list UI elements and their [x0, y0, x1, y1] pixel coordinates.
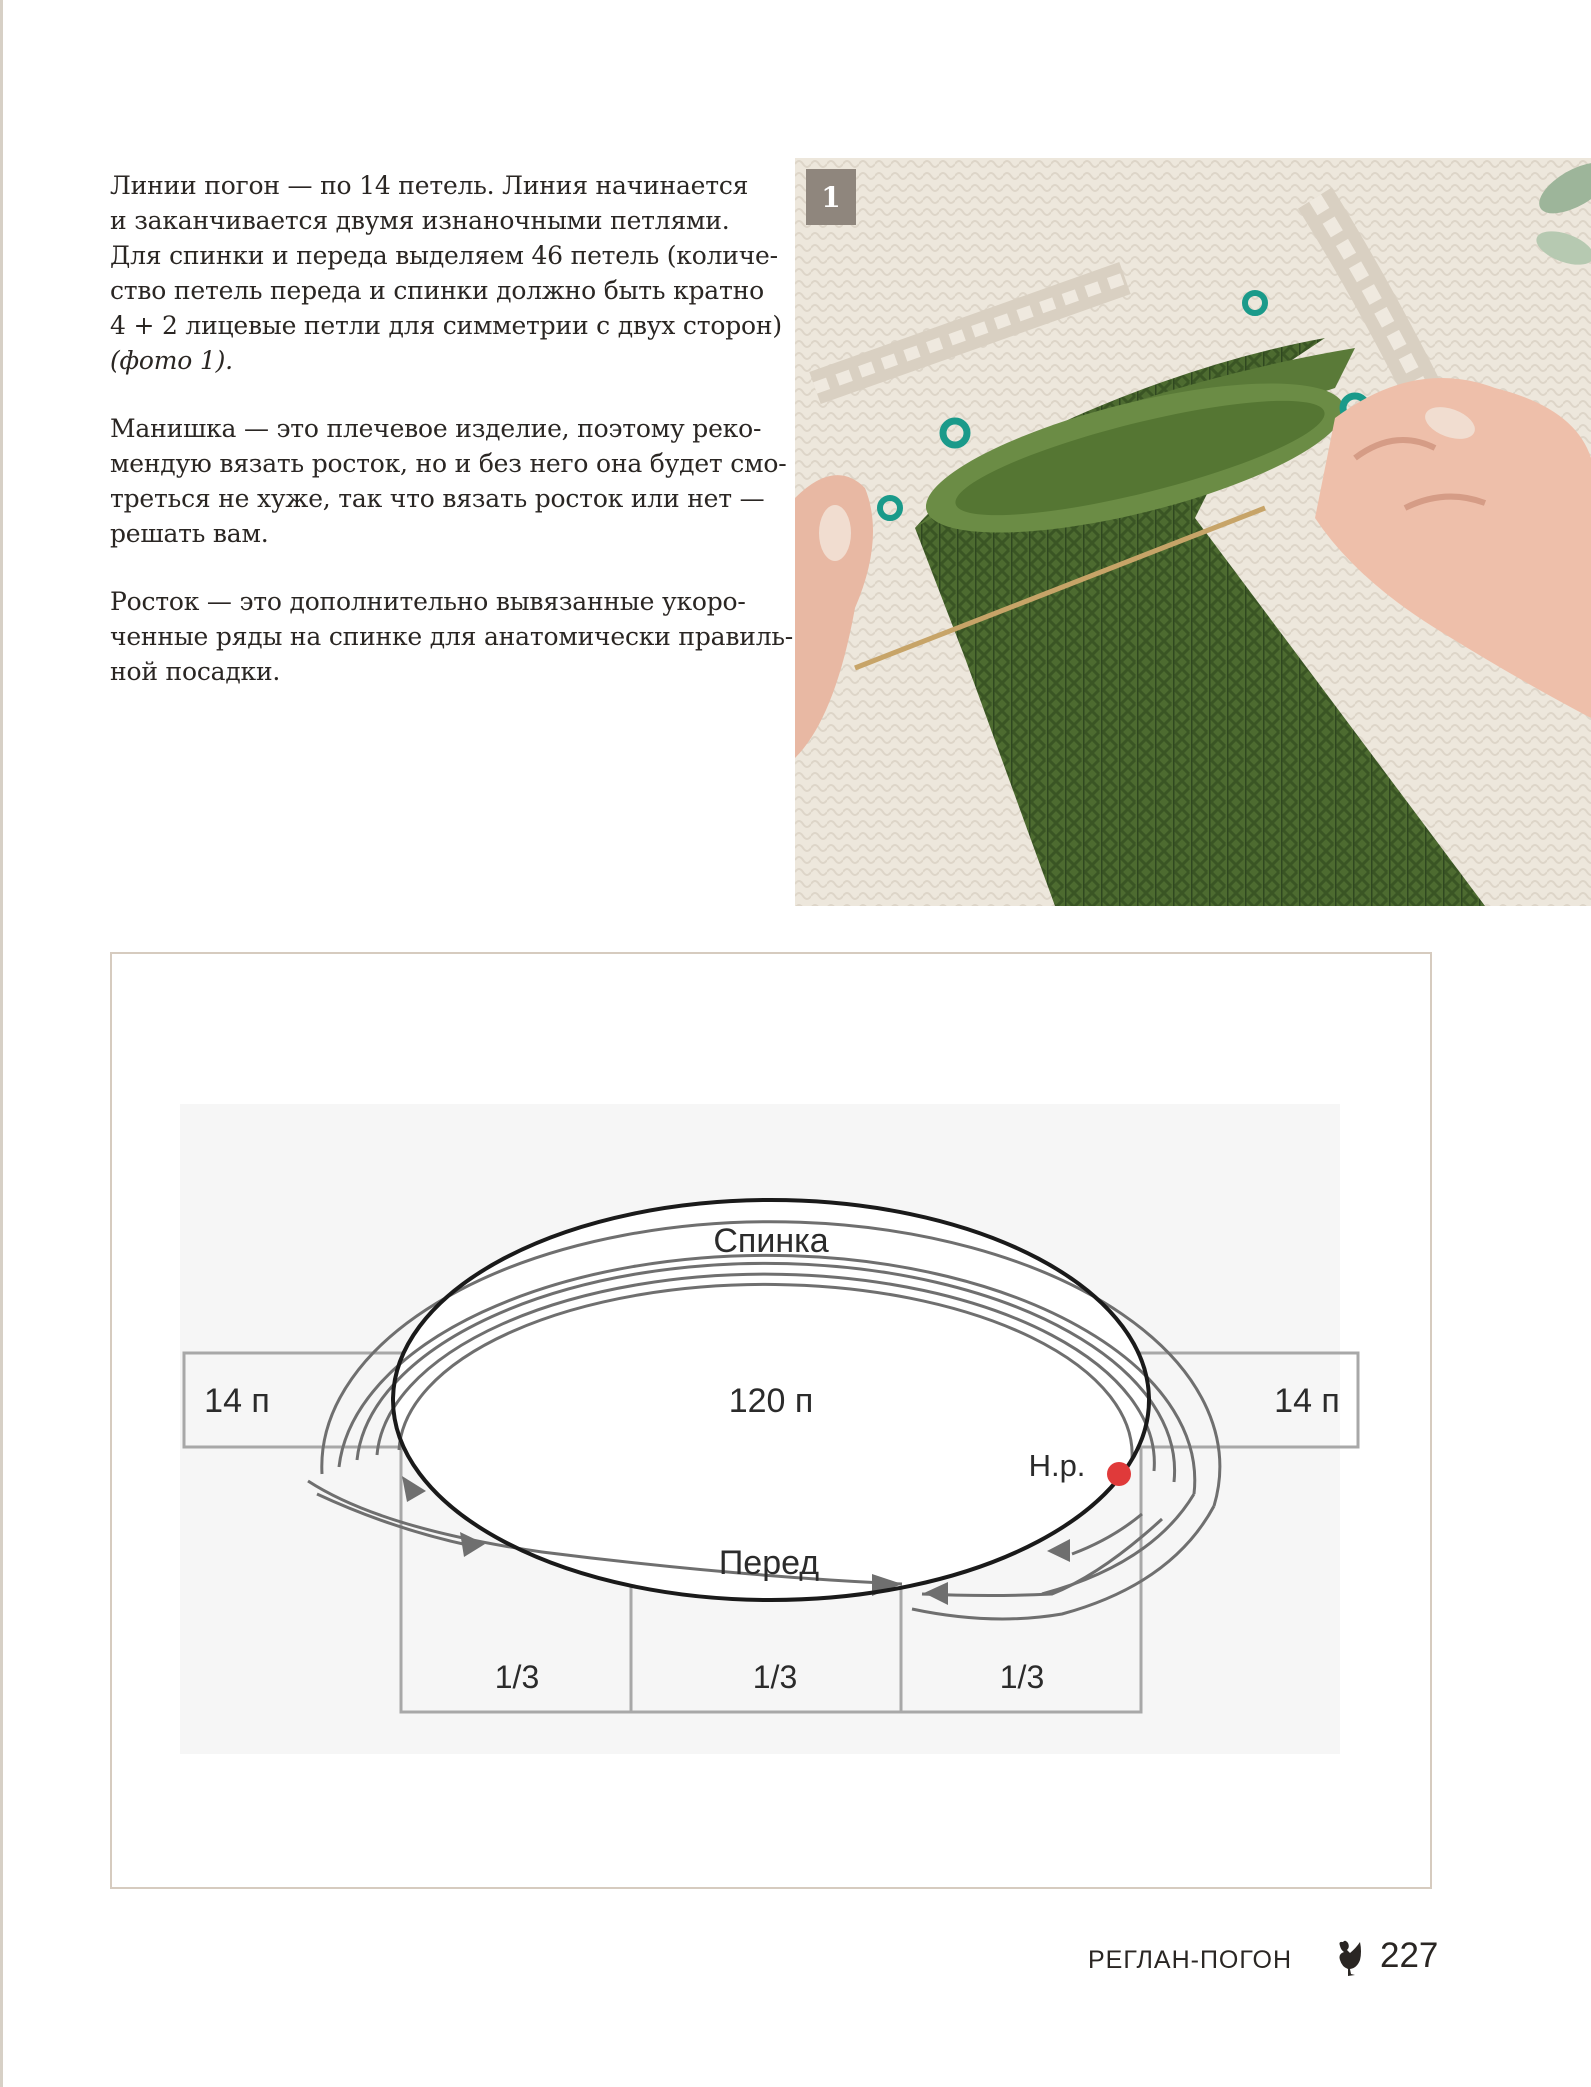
start-label: Н.р.: [1028, 1448, 1086, 1483]
text-line: [110, 343, 750, 378]
knitting-photo: [795, 158, 1591, 906]
third-label: 1/3: [494, 1659, 540, 1695]
text-line: Манишка — это плечевое изделие, поэтому реко-: [110, 414, 762, 443]
left-strap-label: 14 п: [204, 1382, 270, 1420]
body-text: [110, 168, 794, 722]
text-line: Линии погон — по 14 петель. Линия начинается: [110, 171, 749, 200]
text-line: и заканчивается двумя изнаночными петлями.: [110, 206, 730, 235]
text-line: ство петель переда и спинки должно быть кратно: [110, 276, 764, 305]
text-line: 4 + 2 лицевые петли для симметрии с двух сторон): [110, 311, 782, 340]
yoke-diagram-drawing: [112, 954, 1430, 1887]
paragraph-short-rows: [110, 584, 794, 689]
page-number: 227: [1380, 1936, 1439, 1975]
paragraph-yoke-lines: [110, 168, 782, 378]
photo-reference: (фото 1).: [110, 346, 233, 375]
knitting-photo-illustration: [795, 158, 1591, 906]
page-edge-rule: [0, 0, 3, 2087]
text-line: ной посадки.: [110, 657, 281, 686]
running-section-title: РЕГЛАН-ПОГОН: [1088, 1945, 1292, 1974]
third-label: 1/3: [999, 1659, 1045, 1695]
text-line: треться не хуже, так что вязать росток или нет —: [110, 484, 765, 513]
text-line: мендую вязать росток, но и без него она будет смо-: [110, 449, 787, 478]
text-line: Росток — это дополнительно вывязанные укоро-: [110, 587, 746, 616]
yoke-diagram: [110, 952, 1432, 1889]
text-line: ченные ряды на спинке для анатомически правиль-: [110, 622, 794, 651]
paragraph-dickey: [110, 411, 787, 551]
start-point-dot: [1107, 1462, 1131, 1486]
total-stitches-label: 120 п: [728, 1382, 814, 1420]
photo-number-badge: 1: [806, 169, 856, 225]
back-label: Спинка: [713, 1222, 829, 1260]
rooster-icon: [1334, 1938, 1364, 1978]
text-line: Для спинки и переда выделяем 46 петель (количе-: [110, 241, 778, 270]
front-label: Перед: [718, 1544, 820, 1582]
right-strap-label: 14 п: [1274, 1382, 1340, 1420]
text-line: решать вам.: [110, 519, 269, 548]
third-label: 1/3: [752, 1659, 798, 1695]
